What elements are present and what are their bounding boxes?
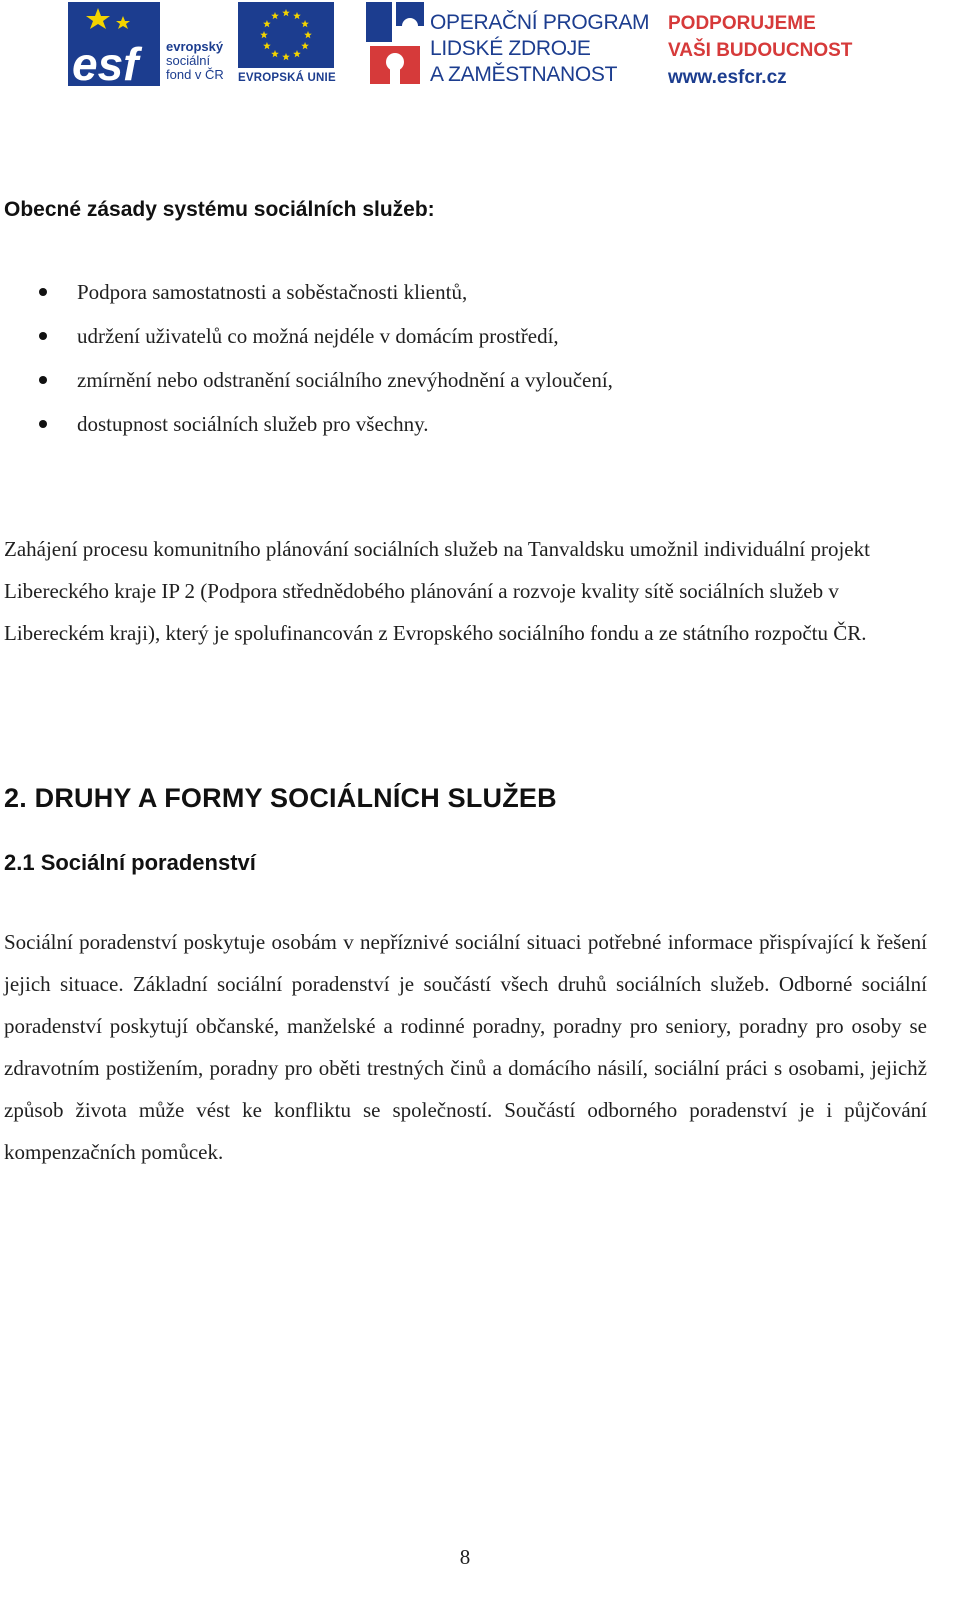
header-logos [68,0,868,92]
support-slogan [668,10,852,91]
op-logo-icon [366,2,426,86]
list-item [0,270,613,314]
list-item [0,358,613,402]
esf-line-1: evropský [166,39,224,54]
bullet-icon [39,420,47,428]
section-title: Obecné zásady systému sociálních služeb: [4,198,435,221]
list-item-text: zmírnění nebo odstranění sociálního znevýhodnění a vyloučení, [77,368,613,392]
esf-line-3: fond v ČR [166,67,224,82]
program-line-3: A ZAMĚSTNANOST [430,63,618,86]
program-line-2: LIDSKÉ ZDROJE [430,37,591,60]
support-line-1: PODPORUJEME [668,13,816,34]
list-item [0,314,613,358]
list-item-text: udržení uživatelů co možná nejdéle v domácím prostředí, [77,324,559,348]
chapter-heading: 2. DRUHY A FORMY SOCIÁLNÍCH SLUŽEB [4,783,557,813]
eu-flag-icon [238,2,334,68]
bullet-icon [39,288,47,296]
page-number: 8 [459,1545,471,1569]
principles-list [0,270,613,446]
eu-label: EVROPSKÁ UNIE [238,72,336,84]
list-item-text: dostupnost sociálních služeb pro všechny. [77,412,429,436]
program-line-1: OPERAČNÍ PROGRAM [430,11,650,34]
eu-logo [238,2,338,88]
intro-paragraph: Zahájení procesu komunitního plánování sociálních služeb na Tanvaldsku umožnil individuální projekt Libereckého kraje IP 2 (Podpora střednědobého plánování a rozvoje kvality sítě sociálních služeb v Libereckém kraji), který je spolufinancován z Evropského sociálního fondu a ze státního rozpočtu ČR. [4,537,870,645]
list-item [0,402,613,446]
chapter-subheading: 2.1 Sociální poradenství [4,850,256,875]
chapter-paragraph: Sociální poradenství poskytuje osobám v nepříznivé sociální situaci potřebné informace přispívající k řešení jejich situace. Základní sociální poradenství je součástí všech druhů sociálních služeb. Odborné sociální poradenství poskytují občanské, manželské a rodinné poradny, poradny pro seniory, poradny pro osoby se zdravotním postižením, poradny pro oběti trestných činů a domácího násilí, sociální práci s osobami, jejichž způsob života může vést ke konfliktu se společností. Součástí odborného poradenství je i půjčování kompenzačních pomůcek. [4,930,927,1164]
esf-logo-text [166,40,224,82]
bullet-icon [39,376,47,384]
program-title [430,10,649,88]
svg-text:esf: esf [72,38,139,86]
support-url: www.esfcr.cz [668,67,787,88]
list-item-text: Podpora samostatnosti a soběstačnosti klientů, [77,280,468,304]
bullet-icon [39,332,47,340]
esf-line-2: sociální [166,53,211,68]
support-line-2: VAŠI BUDOUCNOST [668,40,853,61]
